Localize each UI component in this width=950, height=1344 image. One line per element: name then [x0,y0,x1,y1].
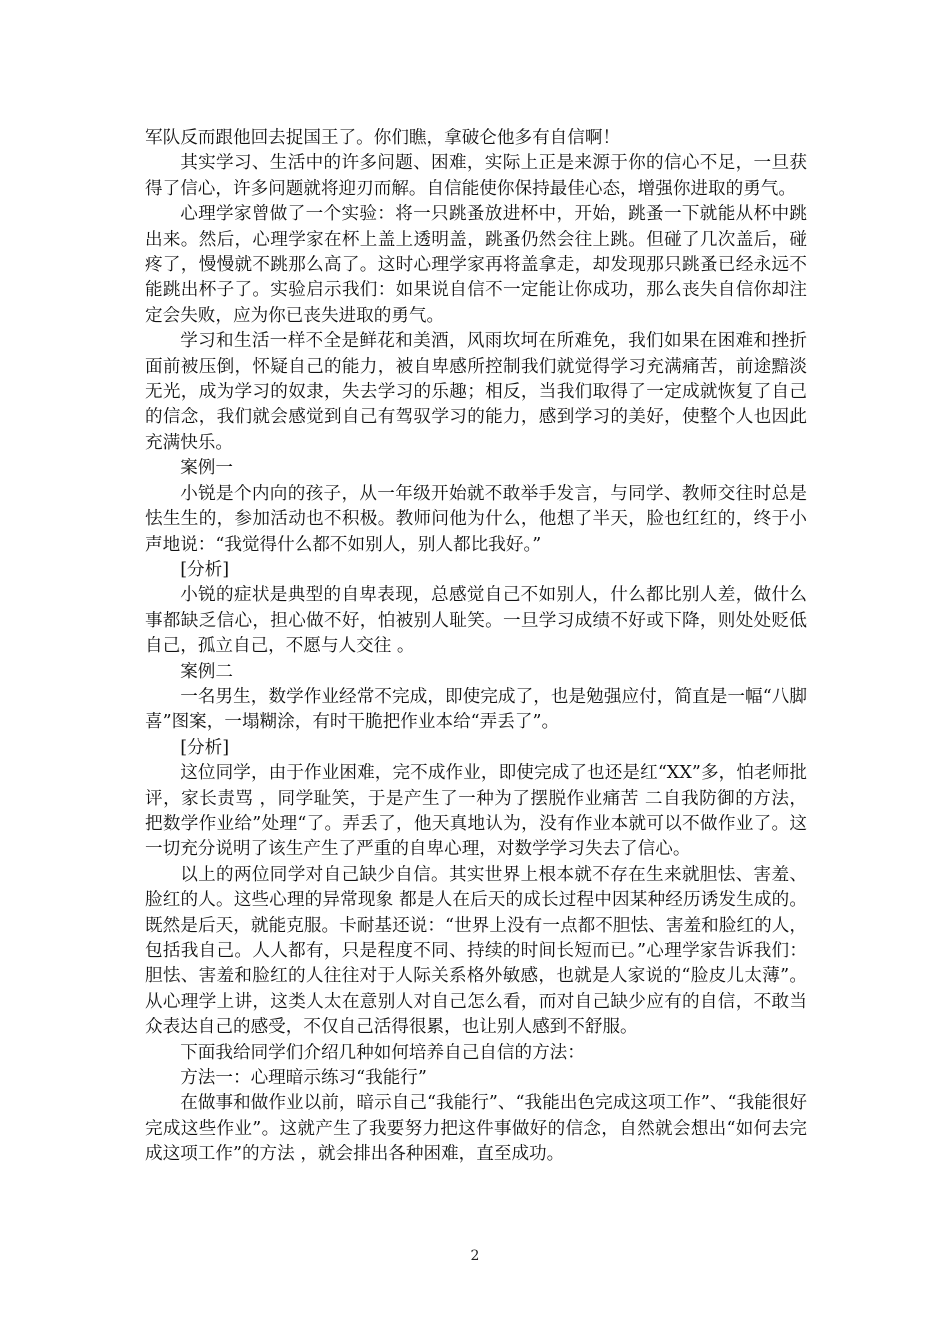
method-heading: 方法一：心理暗示练习“我能行” [180,1068,427,1089]
analysis-heading: [分析] [180,737,230,758]
page-number: 2 [470,1248,480,1264]
analysis-heading: [分析] [180,559,230,580]
body-paragraph: 小锐是个内向的孩子，从一年级开始就不敢举手发言，与同学、教师交往时总是怯生生的，参加活动也不积极。教师问他为什么，他想了半天，脸也红红的，终于小声地说：“我觉得什么都不如别人，别人都比我好。” [145,483,807,555]
body-paragraph: 在做事和做作业以前，暗示自己“我能行”、“我能出色完成这项工作”、“我能很好完成这些作业”。这就产生了我要努力把这件事做好的信念，自然就会想出“如何去完成这项工作”的方法 ，就会排出各种困难，直至成功。 [145,1093,807,1165]
body-paragraph: 心理学家曾做了一个实验：将一只跳蚤放进杯中，开始，跳蚤一下就能从杯中跳出来。然后，心理学家在杯上盖上透明盖，跳蚤仍然会往上跳。但碰了几次盖后，碰疼了，慢慢就不跳那么高了。这时心理学家再将盖拿走，却发现那只跳蚤已经永远不能跳出杯子了。实验启示我们：如果说自信不一定能让你成功，那么丧失自信你却注定会失败，应为你已丧失进取的勇气。 [145,204,807,326]
body-paragraph: 以上的两位同学对自己缺少自信。其实世界上根本就不存在生来就胆怯、害羞、脸红的人。这些心理的异常现象 都是人在后天的成长过程中因某种经历诱发生成的。既然是后天，就能克服。卡耐基还说：“世界上没有一点都不胆怯、害羞和脸红的人，包括我自己。人人都有，只是程度不同、持续的时间长短而已。”心理学家告诉我们：胆怯、害羞和脸红的人往往对于人际关系格外敏感，也就是人家说的“脸皮儿太薄”。从心理学上讲，这类人太在意别人对自己怎么看，而对自己缺少应有的自信，不敢当众表达自己的感受，不仅自己活得很累，也让别人感到不舒服。 [145,864,807,1038]
body-paragraph: 军队反而跟他回去捉国王了。你们瞧，拿破仑他多有自信啊！ [145,128,621,148]
case-heading: 案例二 [180,661,233,682]
body-paragraph: 其实学习、生活中的许多问题、困难，实际上正是来源于你的信心不足，一旦获得了信心，许多问题就将迎刃而解。自信能使你保持最佳心态，增强你进取的勇气。 [145,153,807,199]
case-heading: 案例一 [180,458,233,479]
document-body [145,126,807,1168]
body-paragraph: 下面我给同学们介绍几种如何培养自己自信的方法： [180,1042,585,1063]
body-paragraph: 学习和生活一样不全是鲜花和美酒，风雨坎坷在所难免，我们如果在困难和挫折面前被压倒，怀疑自己的能力，被自卑感所控制我们就觉得学习充满痛苦，前途黯淡无光，成为学习的奴隶，失去学习的乐趣；相反，当我们取得了一定成就恢复了自己的信念，我们就会感觉到自己有驾驭学习的能力，感到学习的美好，使整个人也因此充满快乐。 [145,331,807,453]
body-paragraph: 小锐的症状是典型的自卑表现，总感觉自己不如别人，什么都比别人差，做什么事都缺乏信心，担心做不好，怕被别人耻笑。一旦学习成绩不好或下降，则处处贬低自己，孤立自己，不愿与人交往 。 [145,585,807,657]
body-paragraph: 一名男生，数学作业经常不完成，即使完成了，也是勉强应付，简直是一幅“八脚喜”图案，一塌糊涂，有时干脆把作业本给“弄丢了”。 [145,686,807,733]
body-paragraph: 这位同学，由于作业困难，完不成作业，即使完成了也还是红“XX”多，怕老师批评，家长责骂 ，同学耻笑，于是产生了一种为了摆脱作业痛苦 二自我防御的方法，把数学作业给”处理“了。弄丢了，他天真地认为，没有作业本就可以不做作业了。这一切充分说明了该生产生了严重的自卑心理，对数学学习失去了信心。 [145,763,807,860]
